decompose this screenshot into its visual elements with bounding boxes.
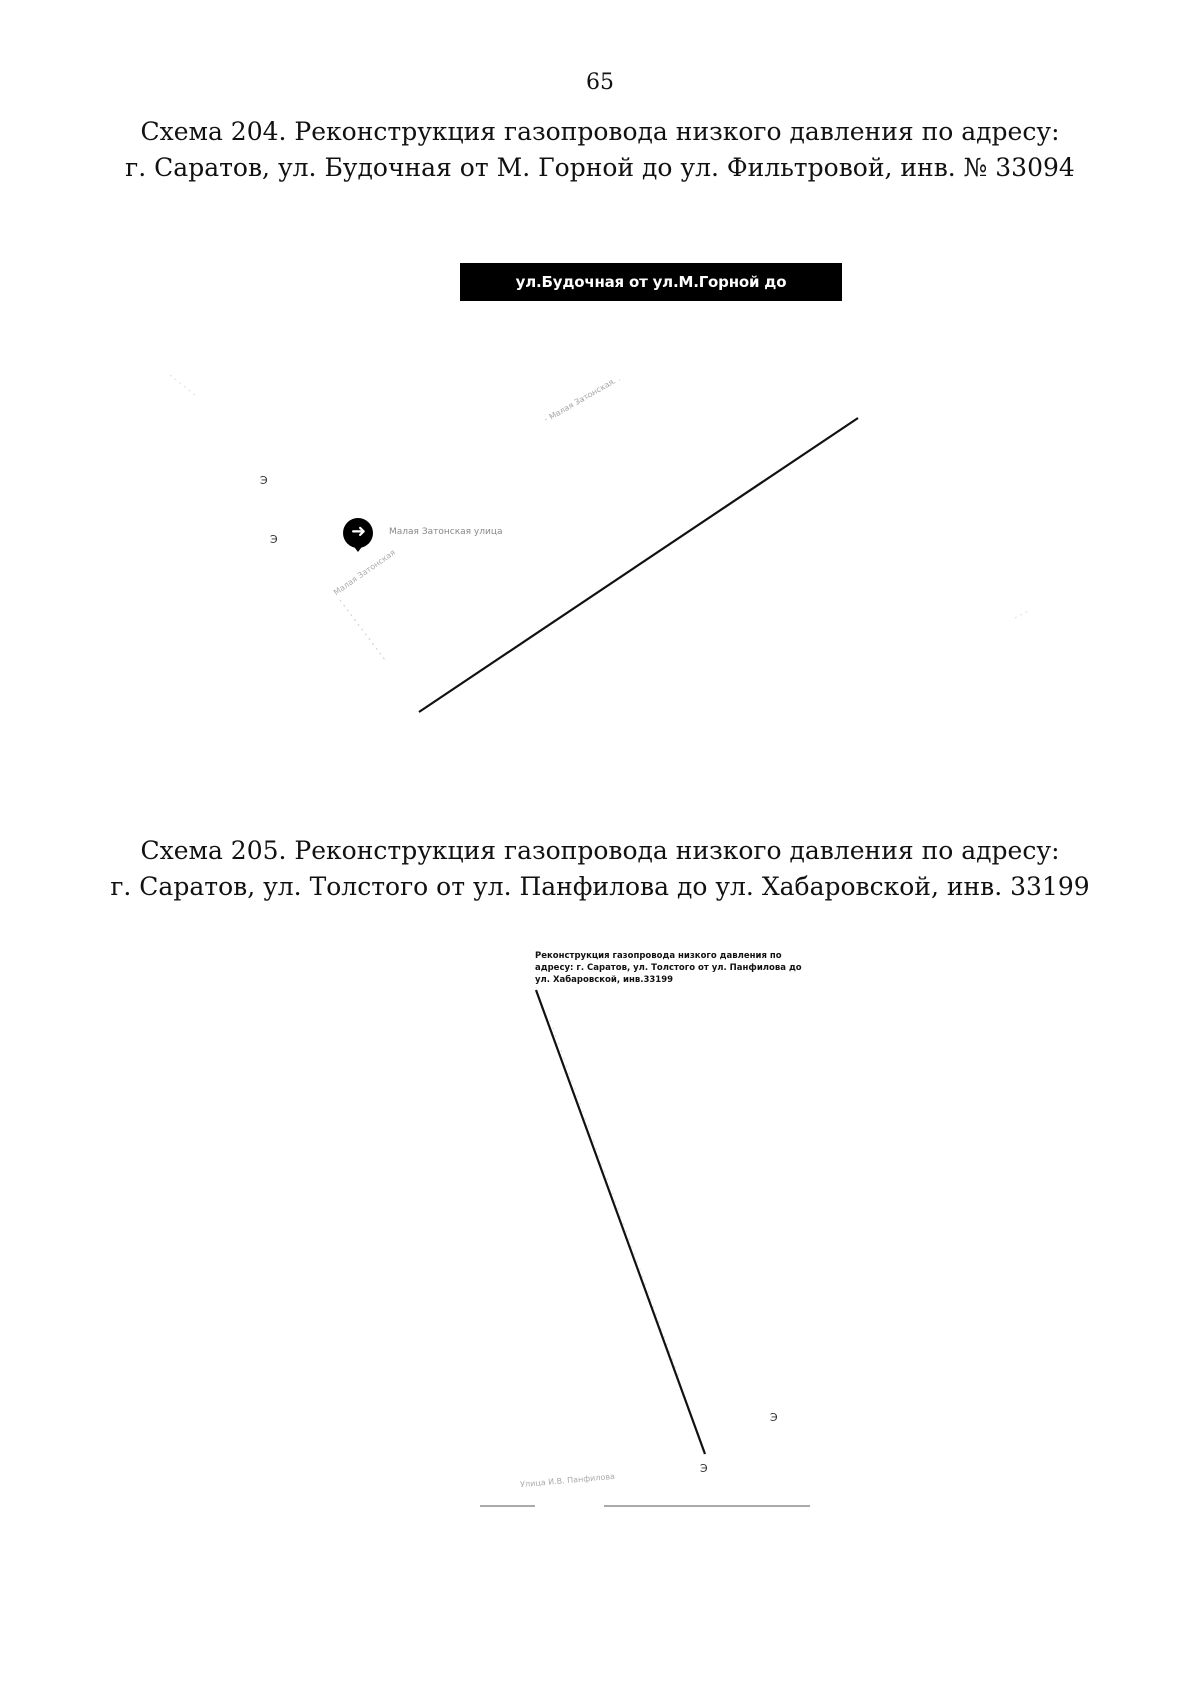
scheme-204-map-label: ул.Будочная от ул.М.Горной до ул.Фильтровой: [460, 263, 842, 301]
scheme-205-faint-street: [550, 1020, 680, 1380]
scheme-205-marker-a: Э: [770, 1411, 778, 1424]
scheme-205-caption-line1: Схема 205. Реконструкция газопровода низкого давления по адресу:: [140, 836, 1060, 865]
signpost-icon: ➜: [351, 521, 367, 542]
scheme-204-pipeline-line: [419, 418, 858, 712]
scheme-205-faint-street-label: Улица И.В. Панфилова: [519, 1471, 616, 1490]
scheme-204-faint-street-4: [1015, 610, 1030, 618]
scheme-204-faint-street-3: [170, 375, 195, 395]
scheme-204-faint-street-label-1: Малая Затонская: [547, 377, 616, 422]
scheme-205-caption-line2: г. Саратов, ул. Толстого от ул. Панфилова до ул. Хабаровской, инв. 33199: [110, 872, 1090, 901]
scheme-204-marker-b: Э: [270, 533, 278, 546]
page-number: 65: [586, 70, 614, 95]
scheme-205-map-title-line2: адресу: г. Саратов, ул. Толстого от ул. Панфилова до: [535, 963, 802, 973]
scheme-205-pipeline-line: [536, 990, 705, 1454]
scheme-204-poi-label: Малая Затонская улица: [389, 527, 503, 537]
scheme-205-map-title: [535, 950, 805, 986]
scheme-205-map-title-line3: ул. Хабаровской, инв.33199: [535, 975, 674, 985]
scheme-204-faint-street-2: [340, 600, 385, 660]
scheme-205-map-title-line1: Реконструкция газопровода низкого давления по: [535, 951, 782, 961]
scheme-204-marker-a: Э: [260, 474, 268, 487]
scheme-204-caption-line2: г. Саратов, ул. Будочная от М. Горной до ул. Фильтровой, инв. № 33094: [125, 153, 1075, 182]
scheme-205-caption: [0, 833, 1200, 905]
scheme-204-faint-street-label-2: Малая Затонская: [332, 547, 397, 598]
scheme-204-caption-line1: Схема 204. Реконструкция газопровода низкого давления по адресу:: [140, 117, 1060, 146]
scheme-205-marker-b: Э: [700, 1462, 708, 1475]
